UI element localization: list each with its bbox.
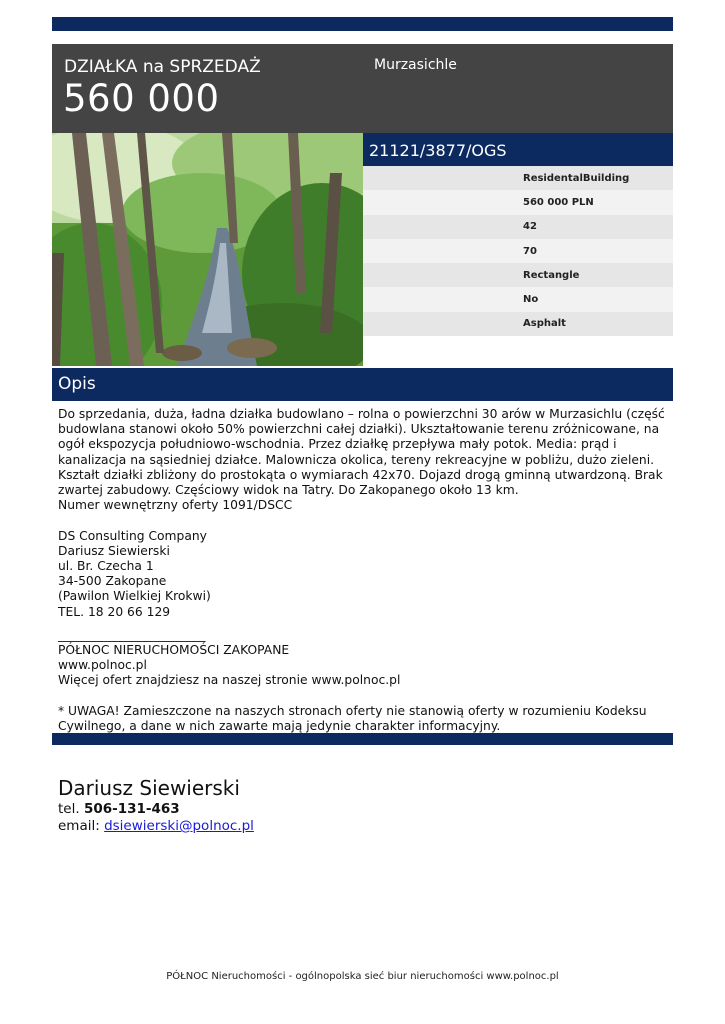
spec-value: 42: [523, 221, 537, 233]
spec-value: ResidentalBuilding: [523, 172, 630, 184]
page-footer: PÓŁNOC Nieruchomości - ogólnopolska sieć biur nieruchomości www.polnoc.pl: [166, 971, 559, 982]
offer-type: DZIAŁKA na SPRZEDAŻ: [64, 57, 261, 77]
agent-contact: [58, 775, 254, 835]
office-phone: TEL. 18 20 66 129: [58, 604, 171, 619]
divider-line: ________________________: [58, 627, 206, 642]
email-label: email:: [58, 818, 100, 834]
spec-value: No: [523, 294, 539, 306]
agent-name: Dariusz Siewierski: [58, 776, 240, 800]
offer-header: [52, 44, 673, 133]
spec-value: Rectangle: [523, 269, 580, 281]
offer-location: Murzasichle: [374, 57, 457, 73]
agent-phone-line: [58, 801, 254, 818]
bottom-accent-bar: [52, 733, 673, 745]
agent-email-line: [58, 818, 254, 835]
spec-row: [363, 215, 673, 239]
street-address: ul. Br. Czecha 1: [58, 559, 154, 574]
disclaimer-text: * UWAGA! Zamieszczone na naszych stronach oferty nie stanowią oferty w rozumieniu Kodeksu Cywilnego, a dane w nich zawarte mają jedynie charakter informacyjny.: [58, 703, 647, 734]
reference-number: 21121/3877/OGS: [369, 141, 507, 160]
description-body: Do sprzedania, duża, ładna działka budowlano – rolna o powierzchni 30 arów w Murzasichlu (część budowlana stanowi około 50% powierzchni całej działki). Ukształtowanie terenu zróżnicowane, na ogół ekspozycja południowo-wschodnia. Przez działkę przepływa mały potok. Media: prąd i kanalizacja na sąsiedniej działce. Malownicza okolica, tereny rekreacyjne w pobliżu, dużo zieleni. Kształt działki zbliżony do prostokąta o wymiarach 42x70. Dojazd drogą gminną utwardzoną. Brak zwartej zabudowy. Częściowy widok na Tatry. Do Zakopanego około 13 km.: [58, 407, 665, 498]
contact-person: Dariusz Siewierski: [58, 543, 170, 558]
spec-value: Asphalt: [523, 318, 566, 330]
spec-row: [363, 312, 673, 336]
spec-value: 560 000 PLN: [523, 196, 594, 208]
spec-row: [363, 190, 673, 214]
spec-value: 70: [523, 245, 537, 257]
city-address: 34-500 Zakopane: [58, 574, 167, 589]
stream-forest-image: [52, 133, 363, 366]
top-accent-bar: [52, 17, 673, 31]
description-heading: Opis: [58, 374, 96, 394]
spec-row: [363, 166, 673, 190]
spec-row: [363, 287, 673, 311]
property-photo: [52, 133, 363, 366]
description-heading-bar: [52, 368, 673, 401]
property-specs-table: [363, 166, 673, 336]
building-name: (Pawilon Wielkiej Krokwi): [58, 589, 211, 604]
agent-phone: 506-131-463: [83, 801, 180, 817]
description-text: [58, 407, 668, 734]
spec-row: [363, 263, 673, 287]
spec-row: [363, 239, 673, 263]
more-offers-text: Więcej ofert znajdziesz na naszej stronie www.polnoc.pl: [58, 673, 401, 688]
agency-name: PÓŁNOC NIERUCHOMOŚCI ZAKOPANE: [58, 643, 290, 658]
agency-website: www.polnoc.pl: [58, 658, 147, 673]
reference-number-bar: [363, 133, 673, 166]
offer-price: 560 000: [63, 77, 220, 120]
internal-number: Numer wewnętrzny oferty 1091/DSCC: [58, 498, 293, 513]
agent-email-link[interactable]: dsiewierski@polnoc.pl: [104, 818, 254, 834]
phone-label: tel.: [58, 801, 80, 817]
company-name: DS Consulting Company: [58, 528, 207, 543]
